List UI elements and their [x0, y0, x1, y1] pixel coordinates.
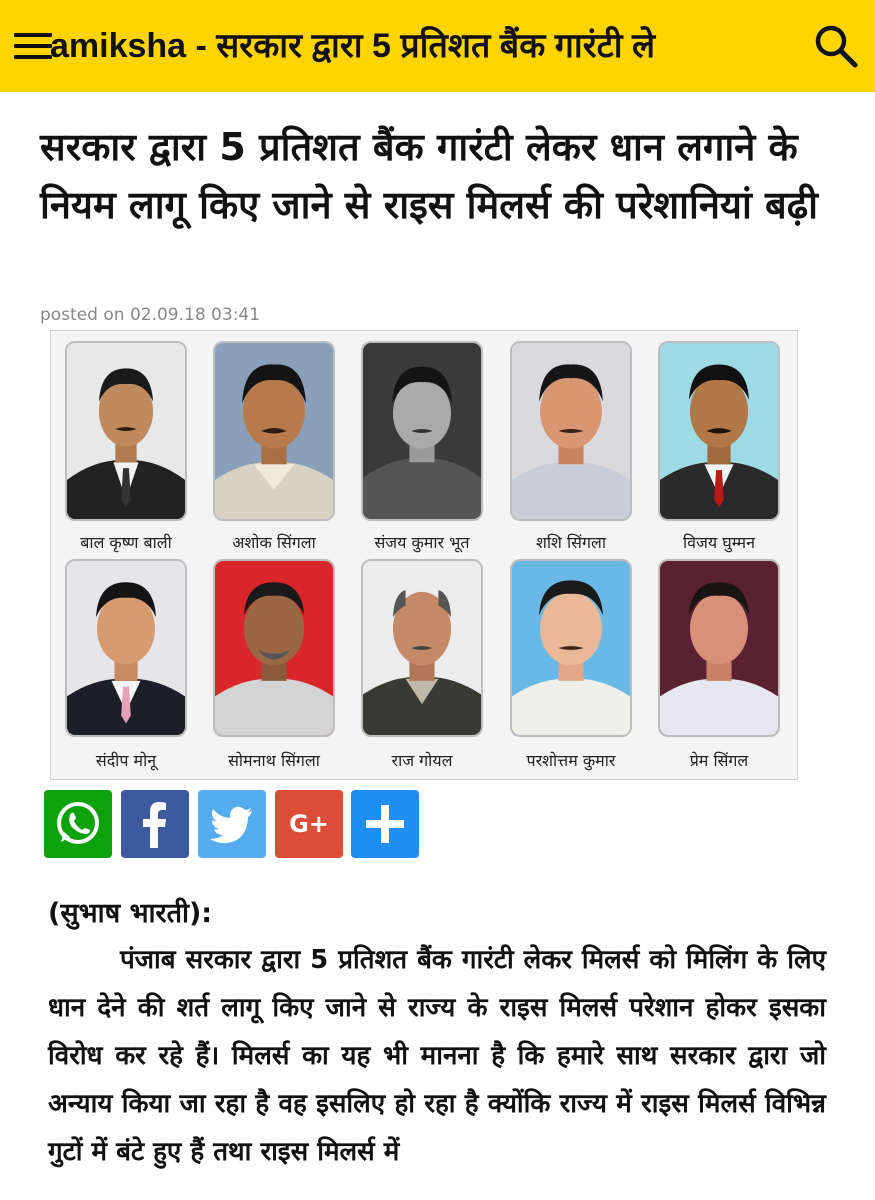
portrait-photo: [361, 559, 483, 737]
person-card: [506, 335, 636, 552]
posted-label: posted on: [40, 305, 125, 325]
article-body: पंजाब सरकार द्वारा 5 प्रतिशत बैंक गारंटी लेकर मिलर्स को मिलिंग के लिए धान देने की शर्त लागू किए जाने से राज्य के राइस मिलर्स परेशान होकर इसका विरोध कर रहे हैं। मिलर्स का यह भी मानना है कि हमारे साथ सरकार द्वारा जो अन्याय किया जा रहा है वह इसलिए हो रहा है क्योंकि राज्य में राइस मिलर्स विभिन्न गुटों में बंटे हुए हैं तथा राइस मिलर्स में: [48, 945, 826, 1167]
posted-date: 02.09.18 03:41: [129, 305, 261, 325]
person-name: संजय कुमार भूत: [374, 533, 470, 552]
person-card: [61, 335, 191, 552]
portrait-photo: [510, 559, 632, 737]
person-card: [654, 335, 784, 552]
portrait-photo: [65, 341, 187, 521]
whatsapp-share-button[interactable]: [44, 790, 112, 858]
person-card: [506, 553, 636, 770]
person-name: विजय घुम्मन: [683, 533, 755, 552]
article-photo-collage: [50, 330, 798, 780]
facebook-share-button[interactable]: [121, 790, 189, 858]
person-card: [61, 553, 191, 770]
post-meta: [40, 303, 260, 327]
article-byline: (सुभाष भारती):: [48, 898, 213, 929]
person-name: प्रेम सिंगल: [689, 751, 749, 770]
person-name: सोमनाथ सिंगला: [228, 751, 320, 770]
search-icon[interactable]: [812, 22, 860, 70]
hamburger-menu-icon[interactable]: [14, 28, 52, 64]
portrait-photo: [213, 341, 335, 521]
google-plus-label: G+: [289, 810, 329, 838]
person-card: [654, 553, 784, 770]
google-plus-share-button[interactable]: [275, 790, 343, 858]
google-plus-icon: [275, 790, 343, 858]
portrait-photo: [65, 559, 187, 737]
portrait-photo: [361, 341, 483, 521]
article-headline: सरकार द्वारा 5 प्रतिशत बैंक गारंटी लेकर धान लगाने के नियम लागू किए जाने से राइस मिलर्स की परेशानियां बढ़ी: [40, 125, 818, 227]
plus-icon: [351, 790, 419, 858]
person-card: [357, 335, 487, 552]
person-name: राज गोयल: [391, 751, 453, 770]
portrait-photo: [213, 559, 335, 737]
person-name: संदीप मोनू: [95, 751, 157, 770]
person-card: [209, 335, 339, 552]
portrait-photo: [510, 341, 632, 521]
portrait-photo: [658, 341, 780, 521]
facebook-icon: [121, 790, 189, 858]
more-share-button[interactable]: [351, 790, 419, 858]
person-name: शशि सिंगला: [536, 533, 606, 552]
person-card: [357, 553, 487, 770]
person-name: अशोक सिंगला: [232, 533, 316, 552]
twitter-share-button[interactable]: [198, 790, 266, 858]
person-card: [209, 553, 339, 770]
portrait-photo: [658, 559, 780, 737]
whatsapp-icon: [44, 790, 112, 858]
person-name: परशोत्तम कुमार: [526, 751, 616, 770]
twitter-icon: [198, 790, 266, 858]
page-title: amiksha - सरकार द्वारा 5 प्रतिशत बैंक गारंटी ले: [50, 27, 656, 65]
top-app-bar: [0, 0, 875, 92]
person-name: बाल कृष्ण बाली: [80, 533, 172, 552]
